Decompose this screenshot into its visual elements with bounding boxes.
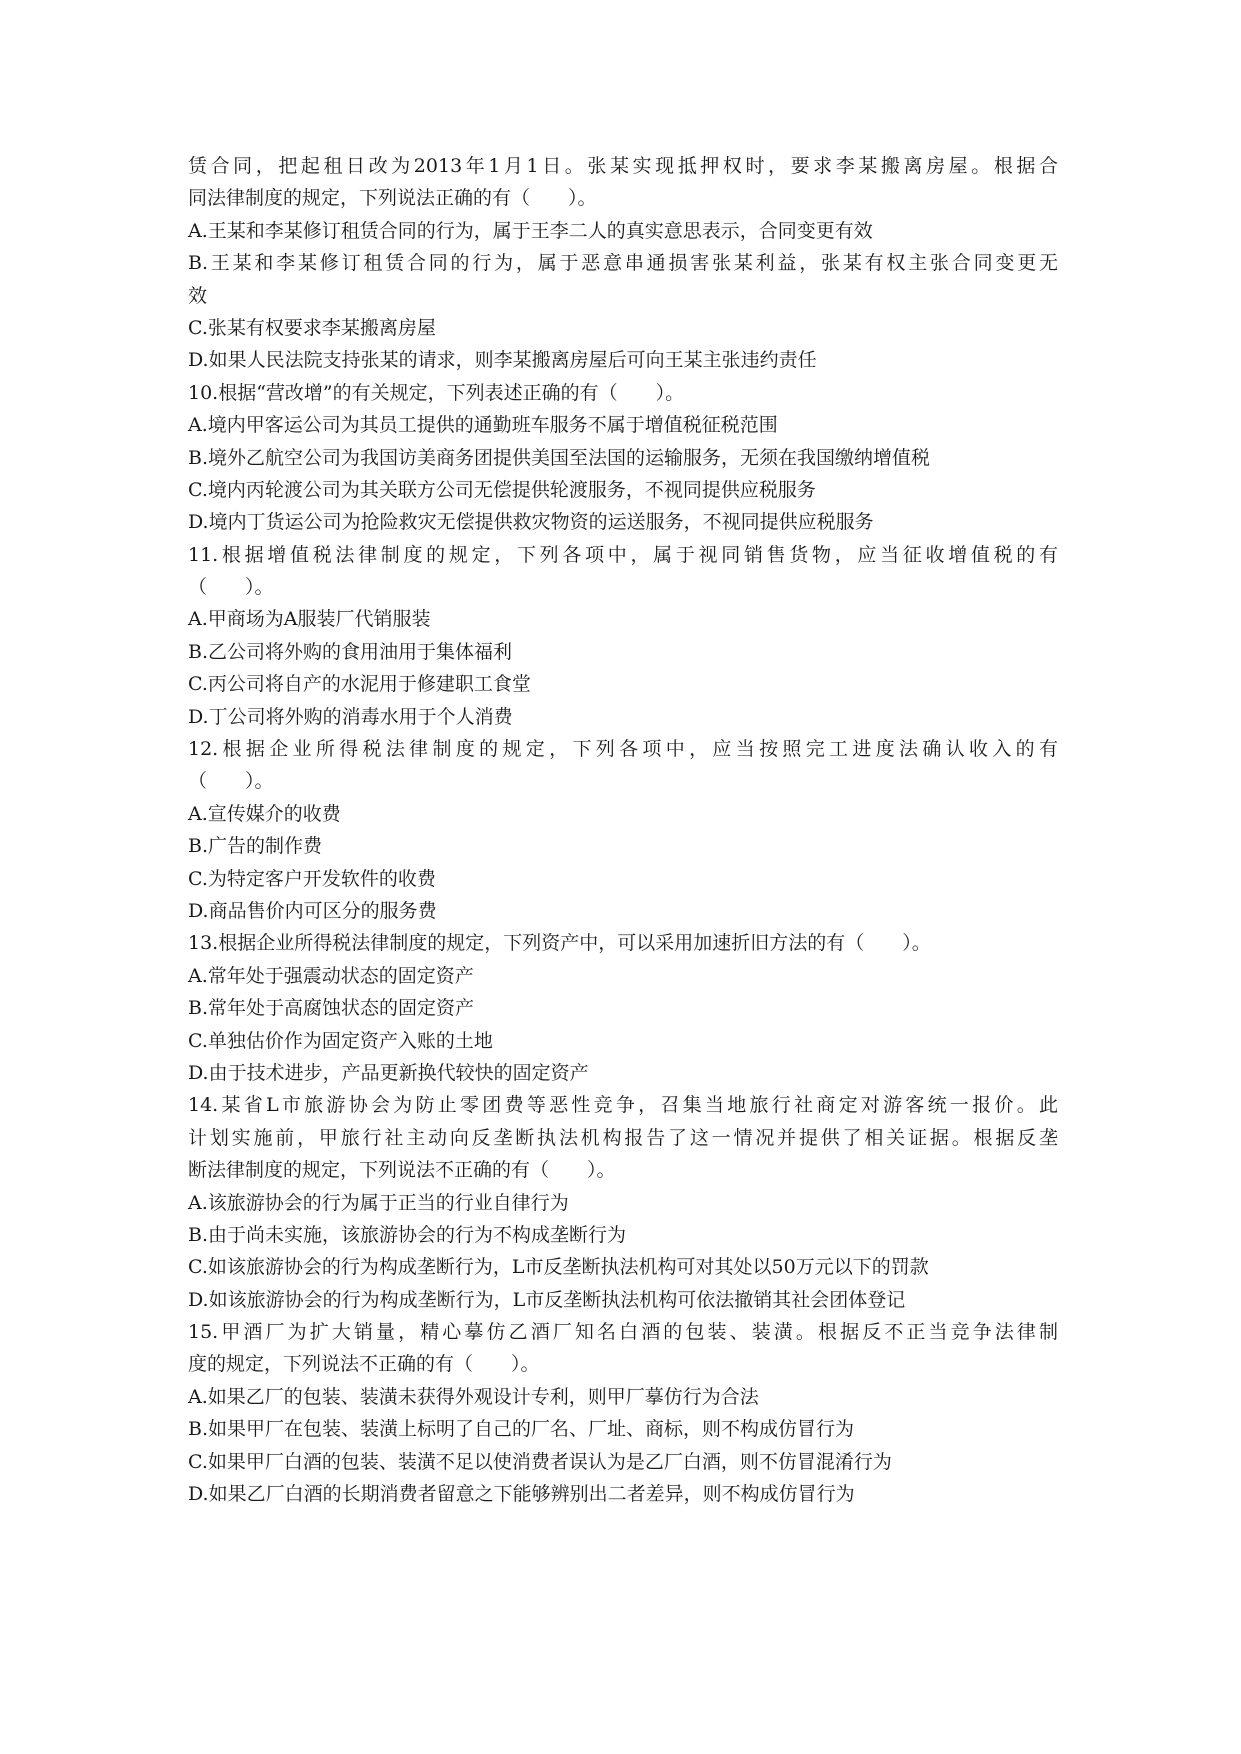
text-line: B.王某和李某修订租赁合同的行为，属于恶意串通损害张某利益，张某有权主张合同变更无	[188, 252, 1058, 275]
text-line: 赁合同，把起租日改为2013年1月1日。张某实现抵押权时，要求李某搬离房屋。根据合	[188, 155, 1058, 177]
text-line: C.为特定客户开发软件的收费	[188, 867, 436, 890]
text-line: A.境内甲客运公司为其员工提供的通勤班车服务不属于增值税征税范围	[188, 414, 778, 437]
text-line: A.该旅游协会的行为属于正当的行业自律行为	[188, 1191, 569, 1214]
text-line: C.境内丙轮渡公司为其关联方公司无偿提供轮渡服务，不视同提供应税服务	[188, 478, 816, 501]
text-line: 12.根据企业所得税法律制度的规定，下列各项中，应当按照完工进度法确认收入的有	[188, 738, 1058, 761]
text-line: A.如果乙厂的包装、装潢未获得外观设计专利，则甲厂摹仿行为合法	[188, 1385, 759, 1408]
text-line: C.如果甲厂白酒的包装、装潢不足以使消费者误认为是乙厂白酒，则不仿冒混淆行为	[188, 1450, 892, 1473]
text-line: D.如果人民法院支持张某的请求，则李某搬离房屋后可向王某主张违约责任	[188, 349, 817, 372]
text-line: 14.某省L市旅游协会为防止零团费等恶性竞争，召集当地旅行社商定对游客统一报价。此	[188, 1094, 1058, 1117]
text-line: 15.甲酒厂为扩大销量，精心摹仿乙酒厂知名白酒的包装、装潢。根据反不正当竞争法律制	[188, 1321, 1058, 1344]
text-line: D.由于技术进步，产品更新换代较快的固定资产	[188, 1061, 589, 1084]
text-line: （ ）。	[188, 770, 274, 793]
text-line: 13.根据企业所得税法律制度的规定，下列资产中，可以采用加速折旧方法的有（ ）。	[188, 932, 931, 955]
text-line: C.张某有权要求李某搬离房屋	[188, 316, 436, 339]
text-line: D.如该旅游协会的行为构成垄断行为，L市反垄断执法机构可依法撤销其社会团体登记	[188, 1288, 906, 1311]
text-line: B.境外乙航空公司为我国访美商务团提供美国至法国的运输服务，无须在我国缴纳增值税	[188, 446, 931, 469]
text-line: A.王某和李某修订租赁合同的行为，属于王李二人的真实意思表示，合同变更有效	[188, 219, 873, 242]
text-line: 同法律制度的规定，下列说法正确的有（ ）。	[188, 187, 597, 210]
text-line: C.如该旅游协会的行为构成垄断行为，L市反垄断执法机构可对其处以50万元以下的罚款	[188, 1256, 929, 1279]
text-line: 10.根据“营改增”的有关规定，下列表述正确的有（ ）。	[188, 381, 685, 404]
text-line: 效	[188, 284, 208, 307]
text-line: A.宣传媒介的收费	[188, 802, 341, 825]
text-line: 度的规定，下列说法不正确的有（ ）。	[188, 1353, 540, 1376]
text-line: D.如果乙厂白酒的长期消费者留意之下能够辨别出二者差异，则不构成仿冒行为	[188, 1483, 855, 1506]
text-line: （ ）。	[188, 576, 274, 599]
text-line: 计划实施前，甲旅行社主动向反垄断执法机构报告了这一情况并提供了相关证据。根据反垄	[188, 1126, 1058, 1149]
text-line: 11.根据增值税法律制度的规定，下列各项中，属于视同销售货物，应当征收增值税的有	[188, 543, 1058, 566]
document-page	[188, 150, 1058, 1510]
text-line: B.广告的制作费	[188, 835, 323, 858]
text-line: C.单独估价作为固定资产入账的土地	[188, 1029, 493, 1052]
text-line: B.常年处于高腐蚀状态的固定资产	[188, 997, 475, 1020]
text-line: B.如果甲厂在包装、装潢上标明了自己的厂名、厂址、商标，则不构成仿冒行为	[188, 1418, 855, 1441]
text-line: D.丁公司将外购的消毒水用于个人消费	[188, 705, 513, 728]
text-line: A.甲商场为A服装厂代销服装	[188, 608, 431, 631]
text-line: D.商品售价内可区分的服务费	[188, 899, 437, 922]
text-line: D.境内丁货运公司为抢险救灾无偿提供救灾物资的运送服务，不视同提供应税服务	[188, 511, 874, 534]
text-line: C.丙公司将自产的水泥用于修建职工食堂	[188, 673, 531, 696]
text-line: A.常年处于强震动状态的固定资产	[188, 964, 474, 987]
text-line: 断法律制度的规定，下列说法不正确的有（ ）。	[188, 1159, 616, 1182]
text-line: B.由于尚未实施，该旅游协会的行为不构成垄断行为	[188, 1223, 627, 1246]
text-line: B.乙公司将外购的食用油用于集体福利	[188, 640, 513, 663]
